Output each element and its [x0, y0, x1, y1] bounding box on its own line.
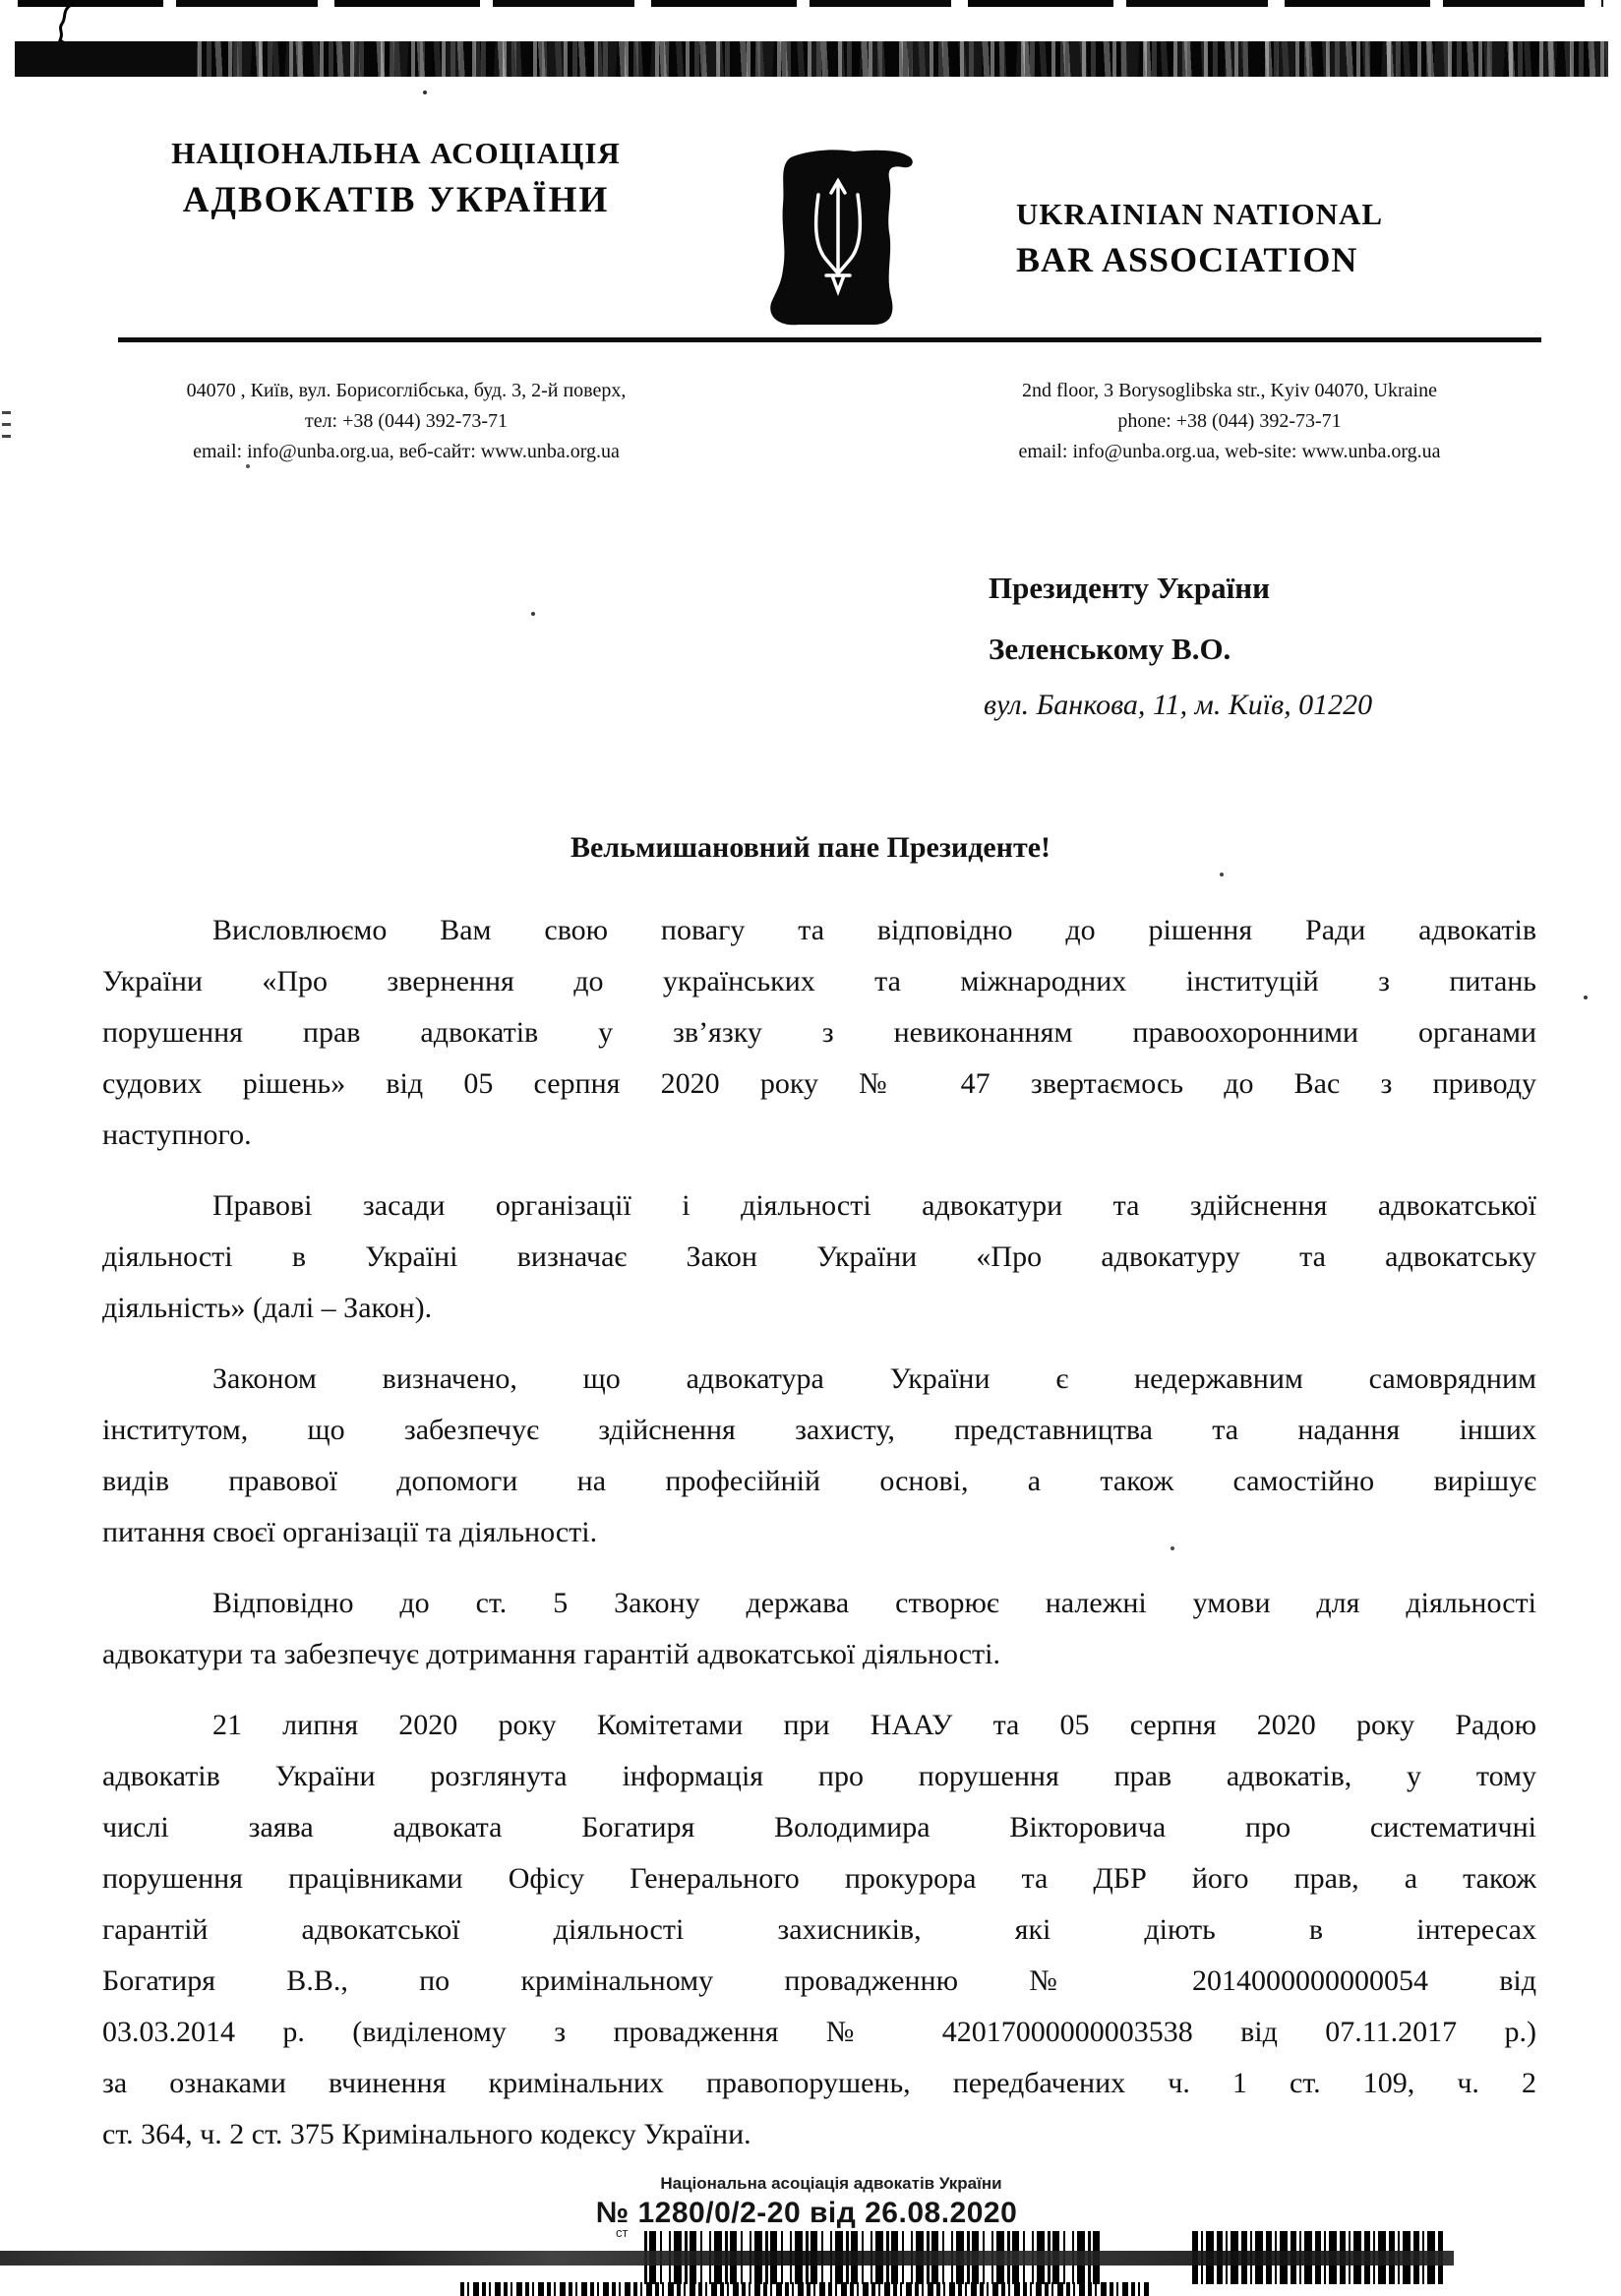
body-line: адвокатури та забезпечує дотримання гарантій адвокатської діяльності.: [102, 1638, 1000, 1670]
body-line: Законом визначено, що адвокатура України є недержавним самоврядним: [212, 1362, 1536, 1395]
unba-trident-scroll-logo-icon: [755, 146, 921, 332]
scan-noise-band-solid-cap: [15, 41, 197, 77]
recipient-line: Зеленському В.О.: [989, 632, 1231, 666]
body-line: 21 липня 2020 року Комітетами при НААУ та 05 серпня 2020 року Радою: [212, 1709, 1536, 1741]
recipient-address: вул. Банкова, 11, м. Київ, 01220: [984, 689, 1373, 721]
scan-smear-line: [0, 2251, 1454, 2266]
body-line: видів правової допомоги на професійній основі, а також самостійно вирішує: [102, 1465, 1536, 1497]
recipient-block: [989, 569, 1539, 691]
body-line: ст. 364, ч. 2 ст. 375 Кримінального кодексу України.: [102, 2118, 751, 2150]
body-line: діяльність» (далі – Закон).: [102, 1292, 433, 1324]
body-line: гарантій адвокатської діяльності захисників, які діють в інтересах: [102, 1913, 1536, 1946]
body-line: Висловлюємо Вам свою повагу та відповідно до рішення Ради адвокатів: [212, 914, 1536, 946]
letter-body: [102, 905, 1536, 2180]
scan-noise-band: [15, 41, 1608, 77]
org-title-english: [1016, 197, 1478, 280]
scan-specks: [423, 91, 427, 94]
body-line: діяльності в Україні визначає Закон України «Про адвокатуру та адвокатську: [102, 1240, 1536, 1273]
contact-line: 2nd floor, 3 Borysoglibska str., Kyiv 04070, Ukraine: [1022, 380, 1437, 401]
body-line: порушення працівниками Офісу Генерального прокурора та ДБР його прав, а також: [102, 1862, 1536, 1895]
scan-margin-marks: [2, 411, 11, 447]
org-title-en-line1: UKRAINIAN NATIONAL: [1016, 197, 1384, 231]
body-paragraph-2: [102, 1180, 1536, 1334]
body-line: адвокатів України розглянута інформація про порушення прав адвокатів, у тому: [102, 1760, 1536, 1792]
contact-line: тел: +38 (044) 392-73-71: [304, 410, 509, 432]
body-line: інститутом, що забезпечує здійснення захисту, представництва та надання інших: [102, 1414, 1536, 1446]
contact-block-ukrainian: [126, 376, 687, 467]
salutation: Вельмишановний пане Президенте!: [570, 831, 1051, 864]
stamp-side-mark: ст: [616, 2225, 629, 2240]
org-title-ukrainian: [118, 136, 674, 221]
contact-line: phone: +38 (044) 392-73-71: [1117, 410, 1342, 432]
body-line: Богатиря В.В., по кримінальному провадженню № 2014000000000054 від: [102, 1964, 1536, 1997]
org-title-en-line2: BAR ASSOCIATION: [1016, 240, 1358, 279]
body-line: України «Про звернення до українських та міжнародних інституцій з питань: [102, 965, 1536, 997]
org-title-ua-line2: АДВОКАТІВ УКРАЇНИ: [182, 180, 610, 220]
body-line: наступного.: [102, 1118, 252, 1151]
contact-line: email: info@unba.org.ua, веб-сайт: www.unba.org.ua: [193, 441, 620, 462]
org-title-ua-line1: НАЦІОНАЛЬНА АСОЦІАЦІЯ: [171, 136, 621, 170]
header-divider-rule: [118, 337, 1541, 342]
body-line: Відповідно до ст. 5 Закону держава створює належні умови для діяльності: [212, 1587, 1536, 1619]
stamp-registration-number: № 1280/0/2-20 від 26.08.2020: [595, 2197, 1018, 2229]
body-paragraph-1: [102, 905, 1536, 1161]
body-line: за ознаками вчинення кримінальних правопорушень, передбачених ч. 1 ст. 109, ч. 2: [102, 2067, 1536, 2099]
scan-top-edge-artifact: [18, 0, 1603, 7]
contact-line: 04070 , Київ, вул. Борисоглібська, буд. 3, 2-й поверх,: [186, 380, 627, 401]
body-paragraph-5: [102, 1700, 1536, 2160]
bottom-barcode-strip-icon: [460, 2282, 1149, 2296]
contact-block-english: [964, 376, 1495, 467]
body-line: порушення прав адвокатів у зв’язку з невиконанням правоохоронними органами: [102, 1016, 1536, 1049]
body-line: Правові засади організації і діяльності адвокатури та здійснення адвокатської: [212, 1189, 1536, 1222]
body-line: числі заява адвоката Богатиря Володимира Вікторовича про систематичні: [102, 1811, 1536, 1843]
body-line: 03.03.2014 р. (виділеному з провадження № 42017000000003538 від 07.11.2017 р.): [102, 2016, 1536, 2048]
body-line: питання своєї організації та діяльності.: [102, 1516, 598, 1548]
body-paragraph-4: [102, 1578, 1536, 1680]
stamp-org-name: Національна асоціація адвокатів України: [660, 2174, 1002, 2193]
body-paragraph-3: [102, 1354, 1536, 1558]
contact-line: email: info@unba.org.ua, web-site: www.unba.org.ua: [1018, 441, 1441, 462]
recipient-line: Президенту України: [989, 571, 1270, 605]
body-line: судових рішень» від 05 серпня 2020 року № 47 звертаємось до Вас з приводу: [102, 1067, 1536, 1100]
